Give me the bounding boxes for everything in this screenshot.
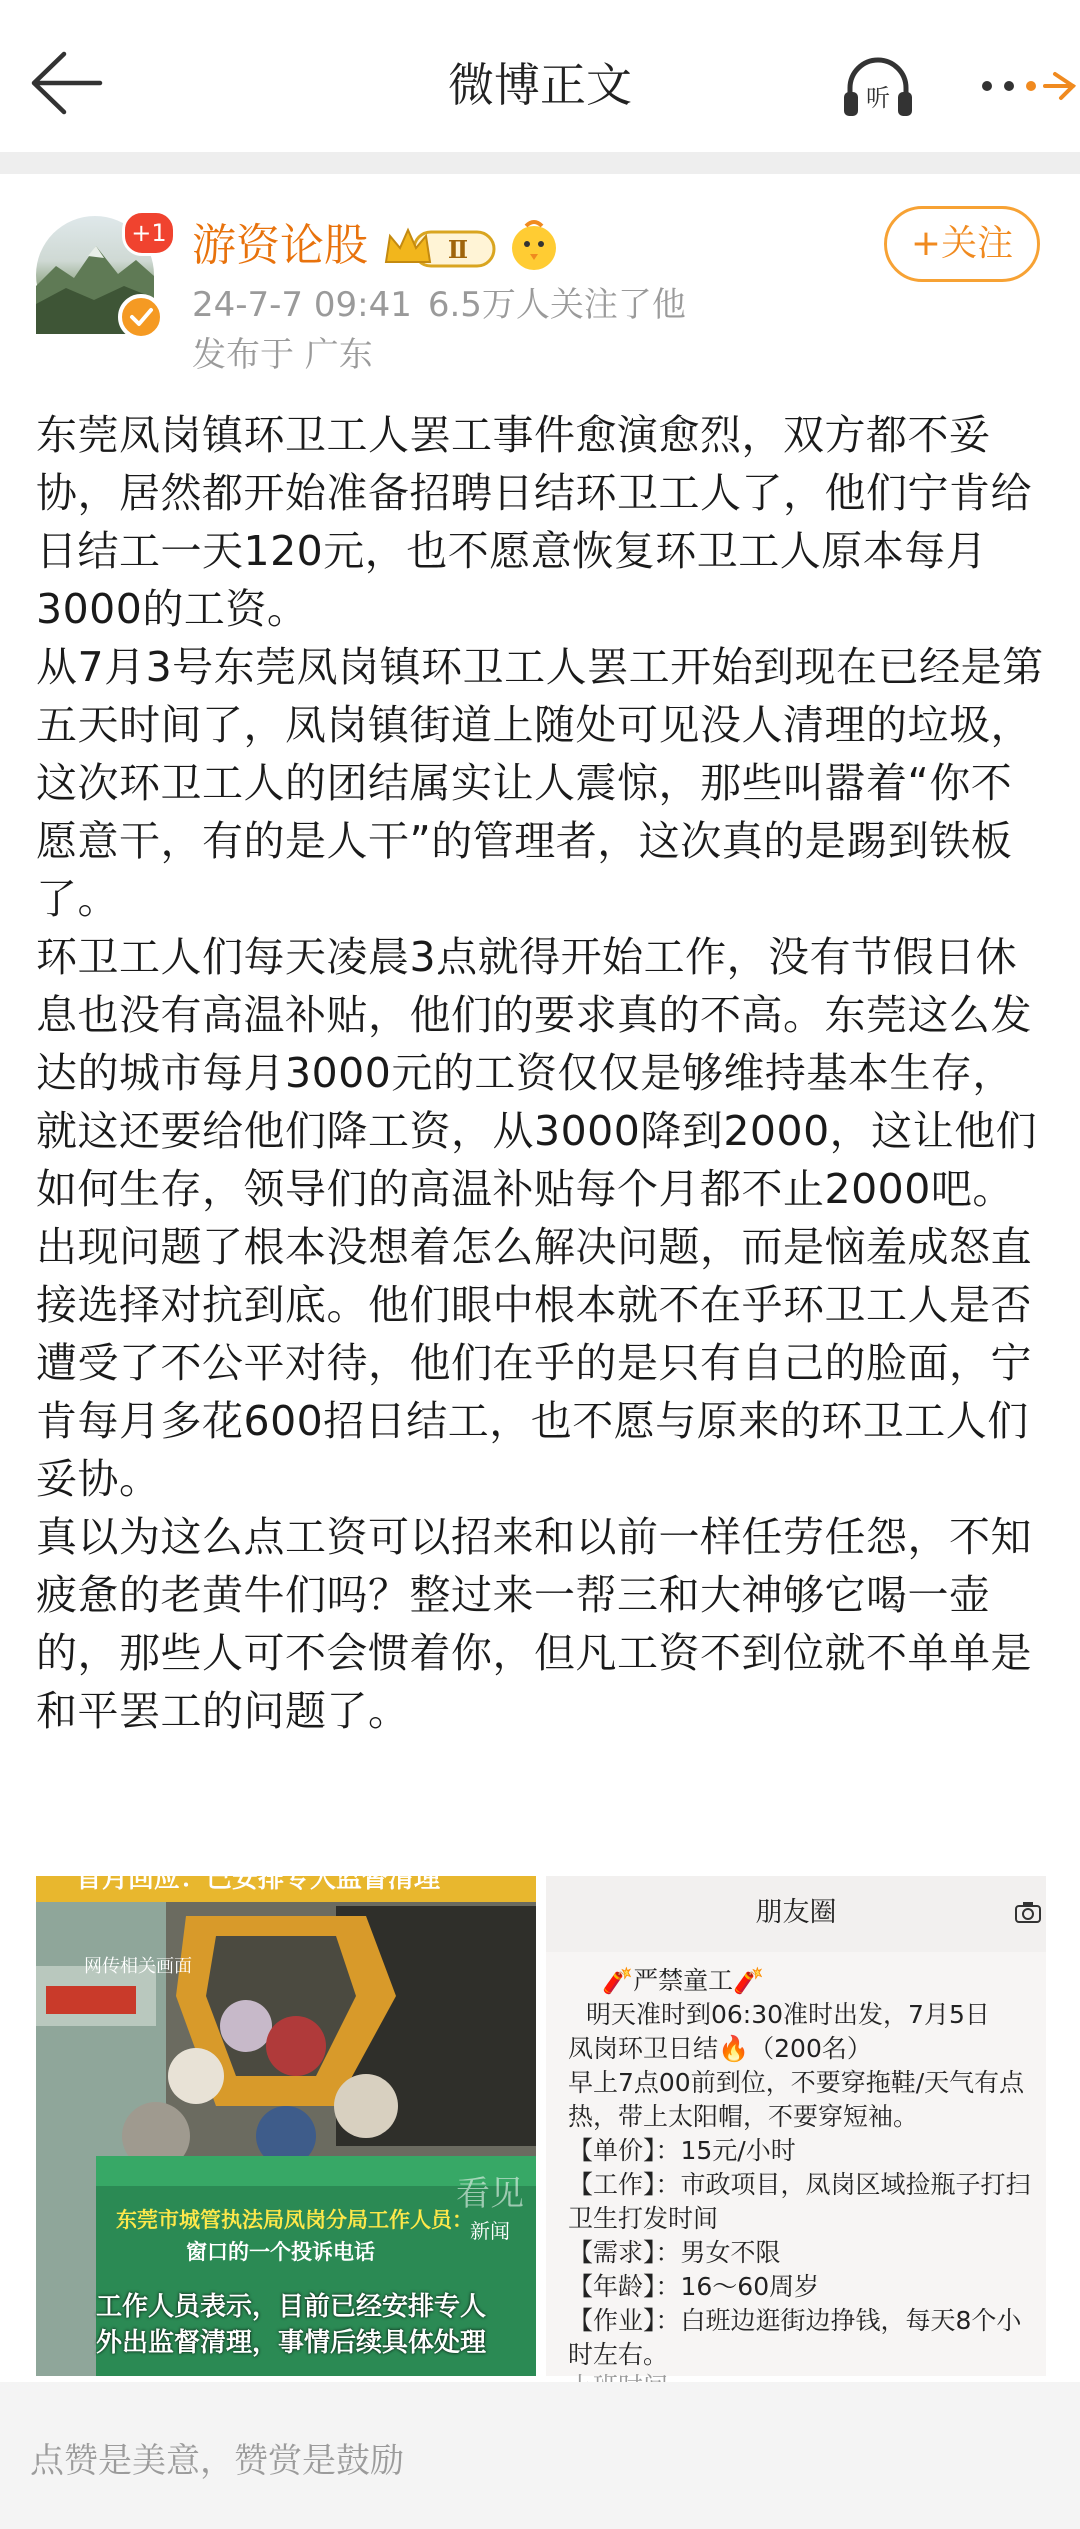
news-subtitle-line-2: 外出监督清理，事情后续具体处理 (96, 2328, 487, 2358)
moments-line: 【年龄】：16～60周岁 (568, 2272, 820, 2301)
moments-title: 朋友圈 (755, 1897, 837, 1928)
verified-check-icon (122, 298, 160, 336)
listen-button[interactable] (840, 52, 916, 124)
post-content (36, 406, 1046, 1740)
vip-crown-badge-icon (380, 222, 500, 274)
headphones-icon (840, 52, 916, 124)
follower-count: 6.5万人关注了他 (427, 285, 686, 325)
moments-line: 时左右。 (568, 2340, 669, 2369)
camera-icon (1014, 1900, 1042, 1924)
verified-badge (118, 294, 164, 340)
notification-badge: +1 (122, 210, 176, 256)
post-timestamp: 24-7-7 09:41 (192, 285, 412, 325)
post-location: 发布于 广东 (192, 335, 373, 375)
post-meta (192, 280, 686, 330)
moments-line: 🧨严禁童工🧨 (602, 1966, 765, 1995)
news-top-caption: 首月回应：已安排专人监督清理 (76, 1864, 441, 1894)
listen-label: 听 (866, 84, 890, 112)
news-caption-line-2: 窗口的一个投诉电话 (186, 2240, 375, 2264)
news-tag: 新闻 (470, 2219, 510, 2243)
post-paragraph: 环卫工人们每天凌晨3点就得开始工作，没有节假日休息也没有高温补贴，他们的要求真的不高。东莞这么发达的城市每月3000元的工资仅仅是够维持基本生存，就这还要给他们降工资，从3000降到2000，这让他们如何生存，领导们的高温补贴每个月都不止2000吧。 (36, 933, 1038, 1213)
section-divider (0, 152, 1080, 174)
post-paragraph: 真以为这么点工资可以招来和以前一样任劳任怨，不知疲惫的老黄牛们吗？整过来一帮三和大神够它喝一壶的，那些人可不会惯着你，但凡工资不到位就不单单是和平罢工的问题了。 (36, 1513, 1032, 1735)
news-watermark: 网传相关画面 (84, 1956, 192, 1977)
moments-line: 【单价】：15元/小时 (568, 2136, 796, 2165)
vip-level: Ⅱ (447, 235, 469, 264)
news-blurred-tag: 看见 (456, 2174, 524, 2214)
top-navigation-bar (0, 0, 1080, 168)
chick-emoji-icon (508, 218, 560, 274)
author-name[interactable]: 游资论股 (192, 220, 368, 271)
moments-line: 【需求】：男女不限 (568, 2238, 781, 2267)
news-caption-line-1: 东莞市城管执法局凤岗分局工作人员： (116, 2208, 473, 2232)
news-screenshot-image[interactable] (36, 1864, 536, 2376)
moments-header (546, 1876, 1046, 1952)
moments-line: 热，带上太阳帽，不要穿短袖。 (568, 2102, 919, 2131)
moments-line: 【作业】：白班边逛街边挣钱，每天8个小 (568, 2306, 1022, 2335)
follow-button[interactable]: +关注 (884, 206, 1040, 282)
more-button[interactable] (975, 62, 1075, 112)
reward-text: 点赞是美意，赞赏是鼓励 (30, 2441, 404, 2481)
more-dots-icon (975, 62, 1075, 112)
recruitment-post-image[interactable] (546, 1876, 1046, 2376)
post-paragraph: 出现问题了根本没想着怎么解决问题，而是恼羞成怒直接选择对抗到底。他们眼中根本就不在乎环卫工人是否遭受了不公平对待，他们在乎的是只有自己的脸面，宁肯每月多花600招日结工，也不愿与原来的环卫工人们妥协。 (36, 1223, 1032, 1503)
moments-line: 凤岗环卫日结🔥（200名） (568, 2034, 872, 2063)
post-paragraph: 从7月3号东莞凤岗镇环卫工人罢工开始到现在已经是第五天时间了，凤岗镇街道上随处可见没人清理的垃圾，这次环卫工人的团结属实让人震惊，那些叫嚣着“你不愿意干，有的是人干”的管理者，这次真的是踢到铁板了。 (36, 643, 1044, 923)
post-author-header (0, 174, 1080, 394)
moments-line: 卫生打发时间 (568, 2204, 719, 2233)
page-title: 微博正文 (448, 58, 632, 112)
news-subtitle-line-1: 工作人员表示，目前已经安排专人 (96, 2292, 487, 2322)
reward-footer (0, 2382, 1080, 2529)
moments-line: 早上7点00前到位，不要穿拖鞋/天气有点 (568, 2068, 1025, 2097)
moments-line: 明天准时到06:30准时出发，7月5日 (586, 2000, 990, 2029)
moments-line: 【工作】：市政项目，凤岗区域捡瓶子打扫 (568, 2170, 1031, 2199)
post-paragraph: 东莞凤岗镇环卫工人罢工事件愈演愈烈，双方都不妥协，居然都开始准备招聘日结环卫工人了，他们宁肯给日结工一天120元，也不愿意恢复环卫工人原本每月3000的工资。 (36, 411, 1032, 633)
